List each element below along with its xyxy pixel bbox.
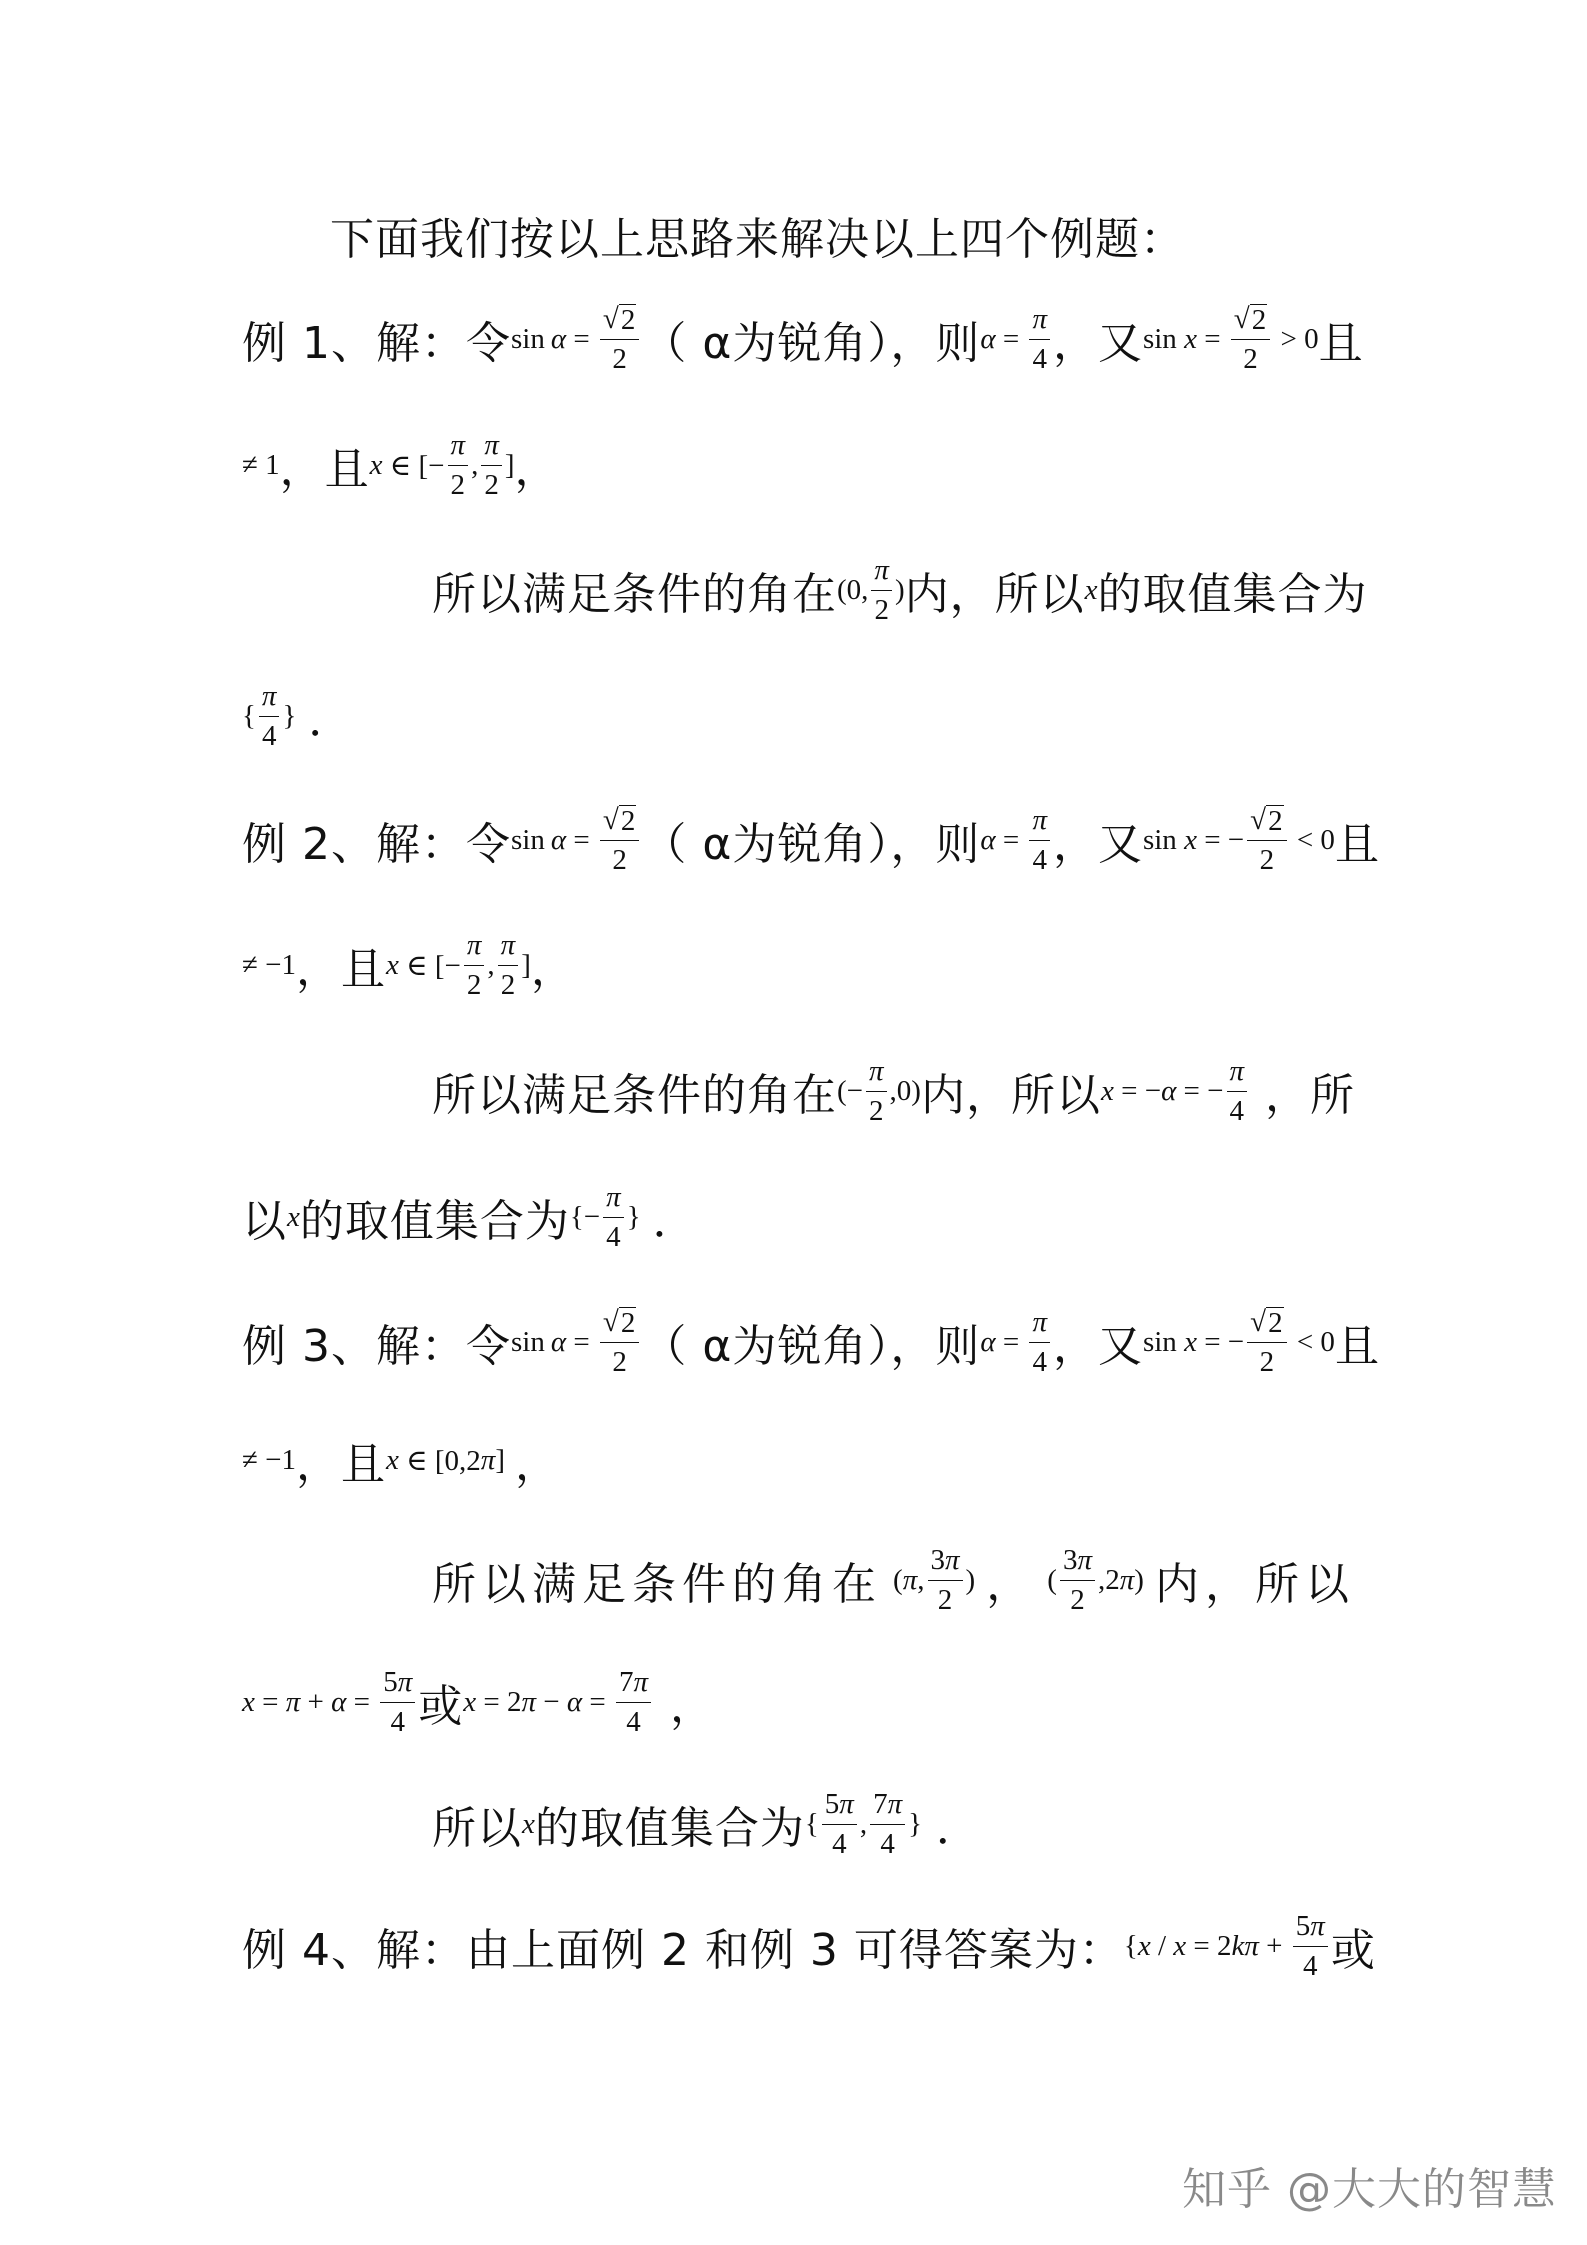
ex2-domain-formula: x ∈ [− $\frac{\pi}{2}$ , $\frac{\pi}{2}$ ] (386, 929, 531, 1001)
ex1-x-var: x (1084, 573, 1098, 606)
ex2-set-text: 的取值集合为 (299, 1196, 570, 1247)
ex1-row4 (242, 656, 1355, 776)
ex4-row1 (242, 1886, 1376, 2006)
ex3-so-text2: 内，所以 (1155, 1559, 1355, 1610)
intro-text: 下面我们按以上思路来解决以上四个例题： (330, 214, 1185, 265)
ex3-row1 (242, 1282, 1380, 1402)
ex2-label: 例 2、解：令 (242, 819, 511, 870)
ex3-sinx-formula: sin x = − √ 2 2 < 0 (1142, 1305, 1335, 1378)
ex2-row3 (432, 1031, 1355, 1151)
ex3-row3 (432, 1520, 1355, 1640)
ex3-domain-formula: x ∈ [0,2 π ] (386, 1443, 505, 1477)
ex2-comma: ， (530, 944, 576, 995)
ex3-also: ，又 (1052, 1321, 1143, 1372)
ex1-and2: ，且 (279, 444, 370, 495)
ex2-interval-formula: (− $\frac{\pi}{2}$ ,0) (837, 1055, 921, 1127)
ex3-alpha-formula: α = $\frac{\pi}{4}$ (980, 1307, 1053, 1377)
ex1-sinx-formula: sin x = √ 2 2 > 0 (1142, 302, 1319, 375)
ex1-interval-formula: (0, $\frac{\pi}{2}$ ) (837, 554, 905, 626)
ex3-sol-a-formula: x = π + α = $\frac{5\pi}{4}$ (242, 1667, 418, 1737)
ex3-set-text: 的取值集合为 (534, 1803, 805, 1854)
ex2-so-text2: 内，所以 (920, 1070, 1101, 1121)
ex3-period: ． (936, 1803, 982, 1854)
ex2-and1: 且 (1334, 819, 1380, 870)
ex1-so-text: 所以满足条件的角在 (432, 569, 837, 620)
ex2-period: ． (652, 1196, 698, 1247)
ex3-sep: ， (986, 1559, 1037, 1610)
ex2-cond: （ α为锐角），则 (642, 819, 981, 870)
ex1-let-formula: sin α = √ 2 2 (511, 304, 642, 375)
ex3-so3: 所以 (432, 1803, 522, 1854)
ex1-answer-formula: { $\frac{\pi}{4}$ } (242, 680, 297, 752)
ex1-row3 (432, 530, 1368, 650)
ex2-sinx-formula: sin x = − √ 2 2 < 0 (1142, 803, 1335, 876)
watermark: 知乎 @大大的智慧 (1182, 2164, 1557, 2215)
ex2-line-start: 以 (242, 1196, 287, 1247)
ex3-x-var: x (522, 1807, 535, 1840)
ex3-interval-b-formula: ( $\frac{3\pi}{2}$ ,2 π ) (1047, 1544, 1144, 1616)
ex1-row2 (242, 405, 1355, 525)
ex2-x-var: x (287, 1200, 300, 1233)
ex3-so-text: 所以满足条件的角在 (432, 1559, 882, 1610)
ex2-so-text: 所以满足条件的角在 (432, 1070, 837, 1121)
ex2-also: ，又 (1052, 819, 1143, 870)
ex3-or: 或 (418, 1681, 464, 1732)
ex3-ne-formula: ≠ −1 (242, 1443, 297, 1476)
ex3-let-formula: sin α = √ 2 2 (511, 1307, 642, 1378)
ex4-answer-formula: { x / x = 2 kπ + $\frac{5\pi}{4}$ (1124, 1911, 1331, 1981)
ex3-cond: （ α为锐角），则 (642, 1321, 981, 1372)
ex1-comma: ， (514, 444, 560, 495)
ex3-and2: ，且 (296, 1439, 387, 1490)
ex1-so-text2: 内，所以 (904, 569, 1085, 620)
ex3-and1: 且 (1334, 1321, 1380, 1372)
ex2-alpha-formula: α = $\frac{\pi}{4}$ (980, 805, 1053, 875)
ex3-row5 (432, 1764, 1355, 1884)
ex1-period: ． (308, 695, 354, 746)
ex3-sol-b-formula: x = 2 π − α = $\frac{7\pi}{4}$ (463, 1667, 654, 1737)
ex1-set-text: 的取值集合为 (1097, 569, 1368, 620)
ex1-ne-formula: ≠ 1 (242, 448, 280, 481)
ex2-row1 (242, 780, 1380, 900)
ex1-alpha-formula: α = $\frac{\pi}{4}$ (980, 304, 1053, 374)
ex2-tail: ，所 (1265, 1070, 1355, 1121)
ex2-ne-formula: ≠ −1 (242, 948, 297, 981)
ex1-row1 (242, 279, 1364, 399)
ex2-x-eq-formula: x = − α = − $\frac{\pi}{4}$ (1101, 1056, 1250, 1126)
ex4-label: 例 4、解：由上面例 2 和例 3 可得答案为： (242, 1925, 1124, 1976)
ex4-or: 或 (1330, 1925, 1376, 1976)
ex2-and2: ，且 (296, 944, 387, 995)
ex3-row2 (242, 1400, 1355, 1520)
ex1-and1: 且 (1318, 318, 1364, 369)
ex1-cond: （ α为锐角），则 (642, 318, 981, 369)
ex2-row4 (242, 1157, 1355, 1277)
ex3-comma2: ， (670, 1681, 715, 1732)
ex3-label: 例 3、解：令 (242, 1321, 511, 1372)
ex2-let-formula: sin α = √ 2 2 (511, 805, 642, 876)
ex3-comma: ， (514, 1439, 560, 1490)
ex3-row4 (242, 1642, 1355, 1762)
ex3-interval-a-formula: ( π , $\frac{3\pi}{2}$ ) (893, 1544, 976, 1616)
ex1-also: ，又 (1052, 318, 1143, 369)
ex1-label: 例 1、解：令 (242, 318, 511, 369)
ex3-answer-formula: { $\frac{5\pi}{4}$ , $\frac{7\pi}{4}$ } (804, 1788, 923, 1860)
ex1-domain-formula: x ∈ [− $\frac{\pi}{2}$ , $\frac{\pi}{2}$ ] (369, 429, 515, 501)
ex2-row2 (242, 905, 1355, 1025)
ex2-answer-formula: {− $\frac{\pi}{4}$ } (569, 1181, 641, 1253)
